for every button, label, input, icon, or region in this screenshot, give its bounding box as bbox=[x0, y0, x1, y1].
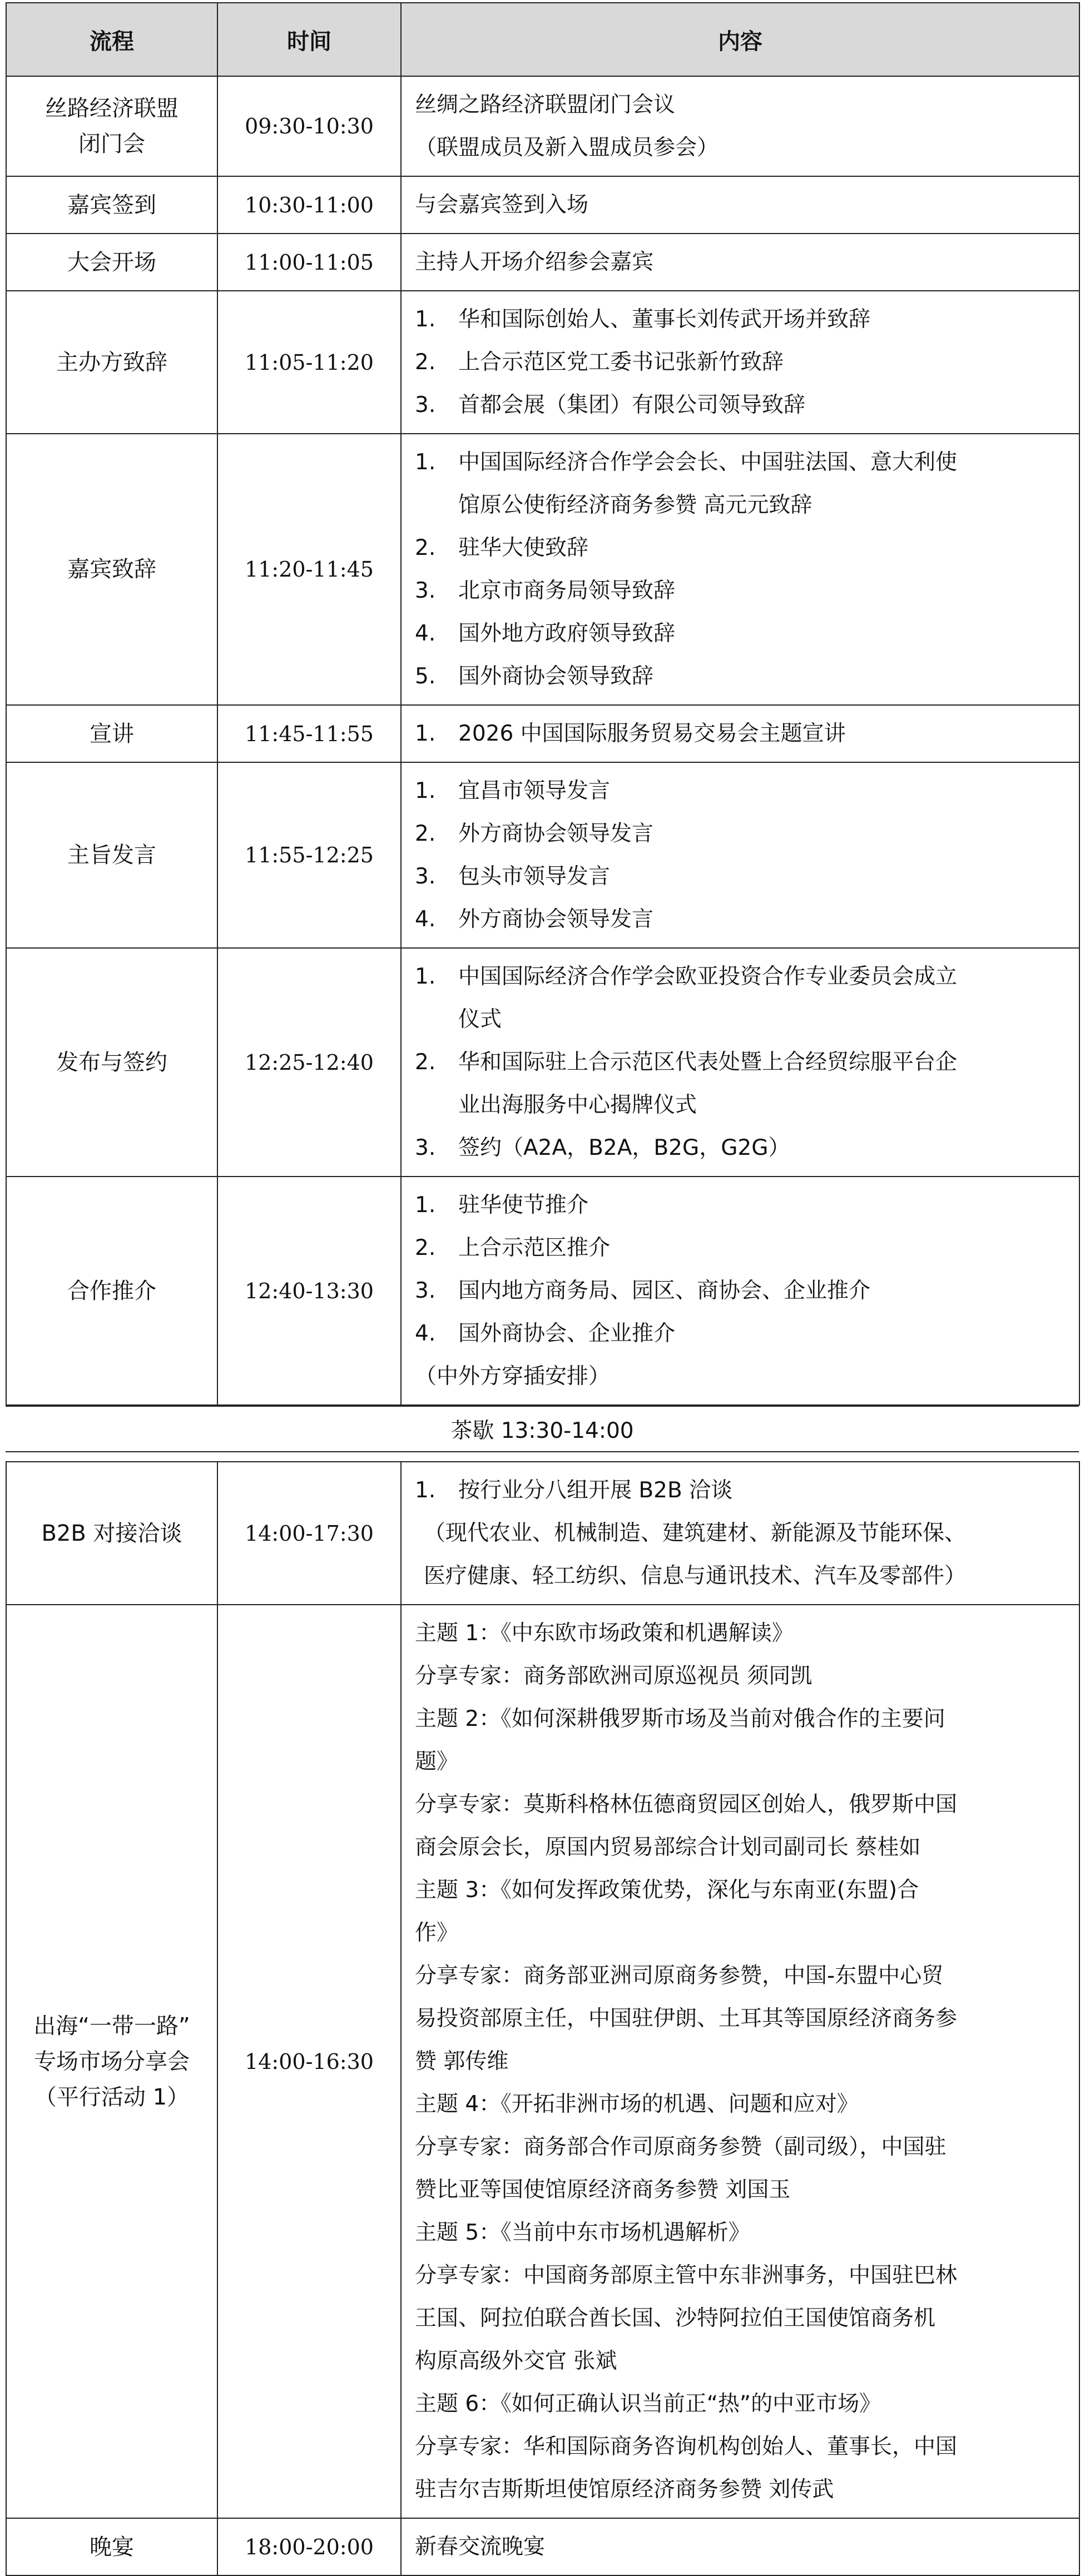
stage-label: 发布与签约 bbox=[56, 1049, 167, 1075]
list-item bbox=[415, 898, 1066, 941]
item-text bbox=[458, 1269, 1066, 1312]
item-line: 按行业分八组开展 B2B 洽谈 bbox=[458, 1478, 733, 1503]
content-cell bbox=[401, 1462, 1079, 1605]
content-line: 主题 3：《如何发挥政策优势，深化与东南亚(东盟)合 bbox=[415, 1878, 919, 1903]
item-text bbox=[458, 770, 1066, 812]
agenda-row bbox=[6, 1605, 1079, 2518]
tea-break-text: 茶歇 13:30-14:00 bbox=[6, 1406, 1079, 1452]
item-line: 首都会展（集团）有限公司领导致辞 bbox=[458, 393, 806, 418]
list-item bbox=[415, 298, 1066, 341]
stage-cell bbox=[6, 2518, 217, 2575]
list-item bbox=[415, 441, 1066, 527]
item-line: 中国国际经济合作学会会长、中国驻法国、意大利使 bbox=[458, 450, 958, 475]
content-cell bbox=[401, 762, 1079, 948]
content-cell bbox=[401, 76, 1079, 176]
agenda-row bbox=[6, 176, 1079, 234]
item-text bbox=[458, 569, 1066, 612]
time-cell: 14:00-16:30 bbox=[217, 1605, 401, 2518]
item-line: 外方商协会领导发言 bbox=[458, 821, 654, 846]
content-line: 主题 1：《中东欧市场政策和机遇解读》 bbox=[415, 1621, 794, 1646]
content-line: 赞 郭传维 bbox=[415, 2049, 509, 2074]
list-item bbox=[415, 384, 1066, 426]
time-cell: 11:55-12:25 bbox=[217, 762, 401, 948]
item-line: 业出海服务中心揭牌仪式 bbox=[458, 1093, 697, 1118]
time-cell: 11:00-11:05 bbox=[217, 234, 401, 291]
list-item bbox=[415, 612, 1066, 655]
content-cell bbox=[401, 234, 1079, 291]
stage-cell bbox=[6, 434, 217, 705]
stage-cell bbox=[6, 948, 217, 1177]
stage-cell bbox=[6, 1177, 217, 1405]
tea-break-row bbox=[6, 1406, 1079, 1452]
stage-cell bbox=[6, 1605, 217, 2518]
content-line: 驻吉尔吉斯斯坦使馆原经济商务参赞 刘传武 bbox=[415, 2477, 834, 2502]
list-item bbox=[415, 341, 1066, 384]
time-cell: 12:25-12:40 bbox=[217, 948, 401, 1177]
item-number: 4. bbox=[415, 907, 436, 932]
list-item bbox=[415, 569, 1066, 612]
stage-cell bbox=[6, 762, 217, 948]
item-text bbox=[458, 812, 1066, 855]
content-cell bbox=[401, 948, 1079, 1177]
list-item bbox=[415, 1469, 1066, 1512]
item-text bbox=[458, 527, 1066, 569]
time-cell: 18:00-20:00 bbox=[217, 2518, 401, 2575]
content-line: 分享专家：莫斯科格林伍德商贸园区创始人，俄罗斯中国 bbox=[415, 1792, 958, 1817]
content-line: 作》 bbox=[415, 1920, 459, 1945]
item-number: 3. bbox=[415, 1135, 436, 1160]
item-number: 1. bbox=[415, 964, 436, 989]
stage-label: 主办方致辞 bbox=[56, 349, 167, 375]
list-item bbox=[415, 1126, 1066, 1169]
item-number: 1. bbox=[415, 307, 436, 332]
item-line: 仪式 bbox=[458, 1007, 502, 1032]
content-line: 易投资部原主任，中国驻伊朗、土耳其等国原经济商务参 bbox=[415, 2006, 958, 2031]
tea-break-table bbox=[6, 1406, 1079, 1461]
item-number: 4. bbox=[415, 1321, 436, 1346]
item-number: 1. bbox=[415, 721, 436, 746]
content-cell bbox=[401, 2518, 1079, 2575]
item-number: 3. bbox=[415, 864, 436, 889]
header-content: 内容 bbox=[401, 3, 1079, 76]
time-cell: 12:40-13:30 bbox=[217, 1177, 401, 1405]
content-line: 分享专家：商务部亚洲司原商务参赞，中国-东盟中心贸 bbox=[415, 1963, 944, 1988]
item-number: 3. bbox=[415, 393, 436, 418]
item-text bbox=[458, 898, 1066, 941]
list-item bbox=[415, 527, 1066, 569]
item-text bbox=[458, 955, 1066, 1041]
item-number: 1. bbox=[415, 1478, 436, 1503]
header-flow: 流程 bbox=[6, 3, 217, 76]
item-number: 1. bbox=[415, 778, 436, 803]
content-line: 构原高级外交官 张斌 bbox=[415, 2349, 617, 2374]
stage-label: 丝路经济联盟 bbox=[45, 96, 179, 121]
content-line: 王国、阿拉伯联合酋长国、沙特阿拉伯王国使馆商务机 bbox=[415, 2306, 936, 2331]
item-text bbox=[458, 1469, 1066, 1512]
content-line: （现代农业、机械制造、建筑建材、新能源及节能环保、 bbox=[424, 1521, 967, 1546]
stage-label: 宣讲 bbox=[90, 721, 134, 747]
list-item bbox=[415, 1312, 1066, 1355]
agenda-row bbox=[6, 2518, 1079, 2575]
item-line: 国内地方商务局、园区、商协会、企业推介 bbox=[458, 1278, 871, 1303]
content-line: 分享专家：华和国际商务咨询机构创始人、董事长，中国 bbox=[415, 2434, 958, 2459]
item-line: 驻华使节推介 bbox=[458, 1193, 589, 1218]
item-line: 包头市领导发言 bbox=[458, 864, 611, 889]
time-cell: 11:05-11:20 bbox=[217, 291, 401, 434]
stage-label: 嘉宾致辞 bbox=[67, 557, 156, 582]
stage-label: B2B 对接洽谈 bbox=[41, 1520, 182, 1546]
item-number: 2. bbox=[415, 535, 436, 560]
item-text bbox=[458, 1041, 1066, 1126]
content-line: 题》 bbox=[415, 1749, 459, 1774]
list-item bbox=[415, 812, 1066, 855]
stage-label: （平行活动 1） bbox=[34, 2084, 190, 2110]
item-line: 中国国际经济合作学会欧亚投资合作专业委员会成立 bbox=[458, 964, 958, 989]
content-cell bbox=[401, 1177, 1079, 1405]
header-row bbox=[6, 3, 1079, 76]
item-line: 国外商协会、企业推介 bbox=[458, 1321, 676, 1346]
time-cell: 10:30-11:00 bbox=[217, 176, 401, 234]
item-text bbox=[458, 298, 1066, 341]
item-number: 5. bbox=[415, 664, 436, 689]
item-text bbox=[458, 441, 1066, 527]
item-text bbox=[458, 1227, 1066, 1269]
item-line: 上合示范区党工委书记张新竹致辞 bbox=[458, 350, 784, 375]
item-number: 2. bbox=[415, 1050, 436, 1075]
content-line: 赞比亚等国使馆原经济商务参赞 刘国玉 bbox=[415, 2177, 791, 2202]
list-item bbox=[415, 1041, 1066, 1126]
list-item bbox=[415, 712, 1066, 755]
item-number: 2. bbox=[415, 1235, 436, 1260]
content-line: 与会嘉宾签到入场 bbox=[415, 192, 589, 217]
content-cell bbox=[401, 705, 1079, 762]
content-line: 主题 2：《如何深耕俄罗斯市场及当前对俄合作的主要问 bbox=[415, 1706, 945, 1731]
item-number: 4. bbox=[415, 621, 436, 646]
time-cell: 09:30-10:30 bbox=[217, 76, 401, 176]
stage-label: 嘉宾签到 bbox=[67, 192, 156, 218]
item-number: 2. bbox=[415, 821, 436, 846]
item-line: 驻华大使致辞 bbox=[458, 535, 589, 560]
stage-label: 晚宴 bbox=[90, 2534, 134, 2560]
content-cell bbox=[401, 434, 1079, 705]
list-item bbox=[415, 770, 1066, 812]
item-number: 3. bbox=[415, 578, 436, 603]
item-line: 北京市商务局领导致辞 bbox=[458, 578, 676, 603]
list-item bbox=[415, 655, 1066, 698]
item-line: 上合示范区推介 bbox=[458, 1235, 611, 1260]
agenda-table-top bbox=[6, 2, 1080, 1406]
time-cell: 14:00-17:30 bbox=[217, 1462, 401, 1605]
stage-label: 出海“一带一路” bbox=[33, 2013, 190, 2039]
item-line: 国外商协会领导致辞 bbox=[458, 664, 654, 689]
agenda-row bbox=[6, 234, 1079, 291]
stage-label: 闭门会 bbox=[78, 131, 145, 157]
stage-cell bbox=[6, 291, 217, 434]
content-line: 新春交流晚宴 bbox=[415, 2534, 546, 2559]
stage-label: 合作推介 bbox=[67, 1278, 156, 1304]
content-line: 主题 6：《如何正确认识当前正“热”的中亚市场》 bbox=[415, 2391, 881, 2416]
list-item bbox=[415, 1269, 1066, 1312]
agenda-row bbox=[6, 434, 1079, 705]
stage-cell bbox=[6, 76, 217, 176]
content-line: 分享专家：商务部合作司原商务参赞（副司级），中国驻 bbox=[415, 2135, 947, 2160]
item-text bbox=[458, 655, 1066, 698]
item-line: 签约（A2A，B2A，B2G，G2G） bbox=[458, 1135, 790, 1160]
agenda-page bbox=[6, 2, 1079, 2576]
list-item bbox=[415, 855, 1066, 898]
content-line: 分享专家：中国商务部原主管中东非洲事务，中国驻巴林 bbox=[415, 2263, 958, 2288]
stage-cell bbox=[6, 176, 217, 234]
agenda-row bbox=[6, 76, 1079, 176]
item-number: 1. bbox=[415, 450, 436, 475]
item-line: 国外地方政府领导致辞 bbox=[458, 621, 676, 646]
item-line: 华和国际驻上合示范区代表处暨上合经贸综服平台企 bbox=[458, 1050, 958, 1075]
agenda-row bbox=[6, 705, 1079, 762]
content-cell bbox=[401, 291, 1079, 434]
content-line: （联盟成员及新入盟成员参会） bbox=[415, 135, 719, 160]
stage-cell bbox=[6, 705, 217, 762]
list-item bbox=[415, 1227, 1066, 1269]
stage-cell bbox=[6, 1462, 217, 1605]
item-number: 1. bbox=[415, 1193, 436, 1218]
content-line: 分享专家：商务部欧洲司原巡视员 须同凯 bbox=[415, 1664, 812, 1689]
item-text bbox=[458, 1126, 1066, 1169]
item-text bbox=[458, 1312, 1066, 1355]
time-cell: 11:45-11:55 bbox=[217, 705, 401, 762]
content-line: 丝绸之路经济联盟闭门会议 bbox=[415, 92, 676, 117]
item-line: 馆原公使衔经济商务参赞 高元元致辞 bbox=[458, 493, 812, 518]
item-line: 宜昌市领导发言 bbox=[458, 778, 611, 803]
item-number: 3. bbox=[415, 1278, 436, 1303]
agenda-row bbox=[6, 762, 1079, 948]
item-line: 华和国际创始人、董事长刘传武开场并致辞 bbox=[458, 307, 871, 332]
content-line: 主题 5：《当前中东市场机遇解析》 bbox=[415, 2220, 750, 2245]
item-number: 2. bbox=[415, 350, 436, 375]
content-line: 主持人开场介绍参会嘉宾 bbox=[415, 250, 654, 275]
agenda-row bbox=[6, 948, 1079, 1177]
agenda-row bbox=[6, 1462, 1079, 1605]
item-line: 2026 中国国际服务贸易交易会主题宣讲 bbox=[458, 721, 846, 746]
content-line: 主题 4：《开拓非洲市场的机遇、问题和应对》 bbox=[415, 2092, 859, 2117]
stage-label: 专场市场分享会 bbox=[34, 2048, 190, 2074]
content-cell bbox=[401, 176, 1079, 234]
list-item bbox=[415, 955, 1066, 1041]
item-text bbox=[458, 384, 1066, 426]
item-text bbox=[458, 855, 1066, 898]
item-text bbox=[458, 341, 1066, 384]
content-line: 商会原会长，原国内贸易部综合计划司副司长 蔡桂如 bbox=[415, 1835, 921, 1860]
content-line: 医疗健康、轻工纺织、信息与通讯技术、汽车及零部件） bbox=[424, 1564, 967, 1589]
agenda-table-bottom bbox=[6, 1461, 1080, 2576]
list-item bbox=[415, 1184, 1066, 1227]
item-text bbox=[458, 1184, 1066, 1227]
item-text bbox=[458, 612, 1066, 655]
agenda-row bbox=[6, 291, 1079, 434]
stage-cell bbox=[6, 234, 217, 291]
item-text bbox=[458, 712, 1066, 755]
stage-label: 大会开场 bbox=[67, 249, 156, 275]
item-line: 外方商协会领导发言 bbox=[458, 907, 654, 932]
content-note: （中外方穿插安排） bbox=[415, 1364, 611, 1389]
header-time: 时间 bbox=[217, 3, 401, 76]
stage-label: 主旨发言 bbox=[67, 842, 156, 868]
content-cell bbox=[401, 1605, 1079, 2518]
agenda-row bbox=[6, 1177, 1079, 1405]
time-cell: 11:20-11:45 bbox=[217, 434, 401, 705]
